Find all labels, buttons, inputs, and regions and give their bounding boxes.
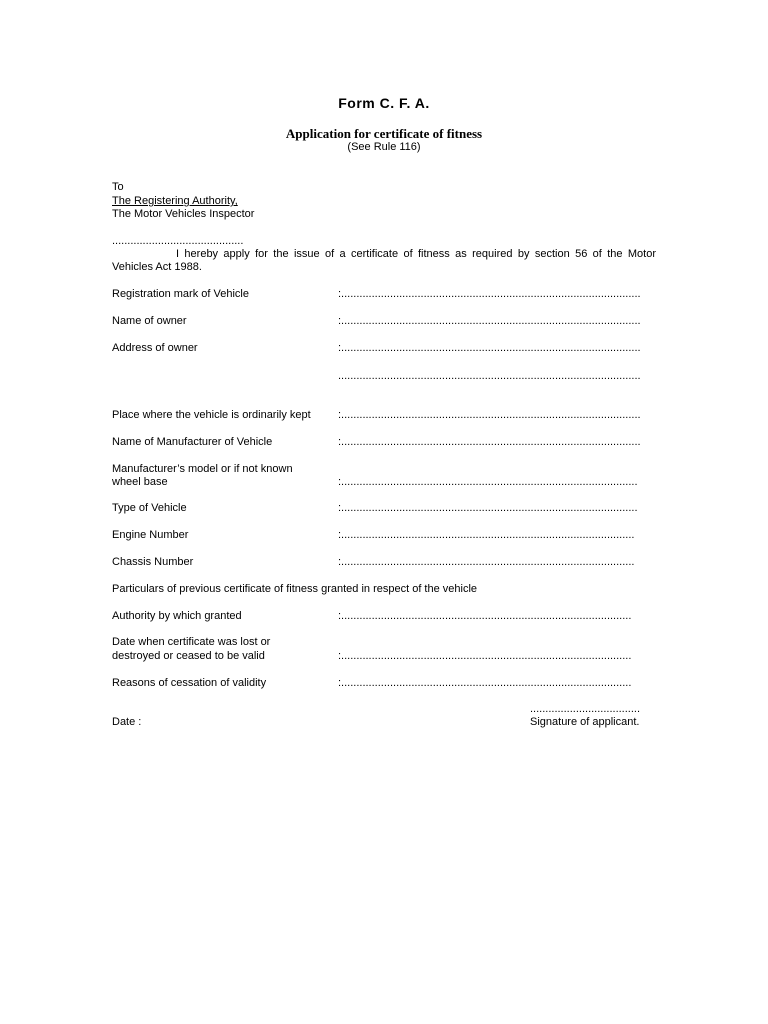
address-registering-authority: The Registering Authority, — [112, 195, 238, 207]
declaration-text: I hereby apply for the issue of a certificate of fitness as required by section 56 of the Motor Vehicles Act 1988. — [112, 248, 656, 273]
owner-address-label: Address of owner — [112, 342, 198, 354]
manufacturer-name-label: Name of Manufacturer of Vehicle — [112, 436, 273, 448]
registration-mark-label: Registration mark of Vehicle — [112, 288, 249, 300]
address-vehicles-inspector: The Motor Vehicles Inspector — [112, 208, 255, 220]
signature-line[interactable]: .................................... — [530, 703, 641, 715]
form-subtitle: Application for certificate of fitness — [285, 126, 483, 141]
model-label-line2: wheel base — [112, 476, 168, 488]
reasons-field[interactable]: :............................................................................................... — [338, 677, 632, 689]
chassis-number-label: Chassis Number — [112, 556, 194, 568]
address-to: To — [112, 181, 124, 193]
previous-certificate-heading: Particulars of previous certificate of fitness granted in respect of the vehicle — [112, 583, 478, 595]
vehicle-type-label: Type of Vehicle — [112, 502, 187, 514]
declaration-paragraph — [112, 248, 656, 274]
chassis-number-field[interactable]: :................................................................................................ — [338, 556, 635, 568]
place-kept-field[interactable]: :.................................................................................................. — [338, 409, 641, 421]
rule-reference: (See Rule 116) — [347, 141, 421, 153]
model-label-line1: Manufacturer’s model or if not known — [112, 463, 293, 475]
reasons-label: Reasons of cessation of validity — [112, 677, 267, 689]
date-invalid-label-line2: destroyed or ceased to be valid — [112, 650, 265, 662]
authority-field[interactable]: :............................................................................................... — [338, 610, 632, 622]
owner-name-label: Name of owner — [112, 315, 187, 327]
registration-mark-field[interactable]: :.................................................................................................. — [338, 288, 641, 300]
engine-number-label: Engine Number — [112, 529, 189, 541]
form-title: Form C. F. A. — [338, 95, 430, 111]
owner-name-field[interactable]: :.................................................................................................. — [338, 315, 641, 327]
model-field[interactable]: :................................................................................................. — [338, 476, 638, 488]
owner-address-field-line2[interactable]: ................................................................................................... — [338, 370, 641, 382]
signature-label: Signature of applicant. — [530, 716, 640, 728]
date-invalid-field[interactable]: :............................................................................................... — [338, 650, 632, 662]
authority-label: Authority by which granted — [112, 610, 242, 622]
owner-address-field[interactable]: :.................................................................................................. — [338, 342, 641, 354]
engine-number-field[interactable]: :................................................................................................ — [338, 529, 635, 541]
manufacturer-name-field[interactable]: :.................................................................................................. — [338, 436, 641, 448]
place-kept-label: Place where the vehicle is ordinarily kept — [112, 409, 311, 421]
address-blank-line[interactable]: ........................................... — [112, 235, 244, 247]
vehicle-type-field[interactable]: :................................................................................................. — [338, 502, 638, 514]
date-label: Date : — [112, 716, 142, 728]
date-invalid-label-line1: Date when certificate was lost or — [112, 636, 271, 648]
